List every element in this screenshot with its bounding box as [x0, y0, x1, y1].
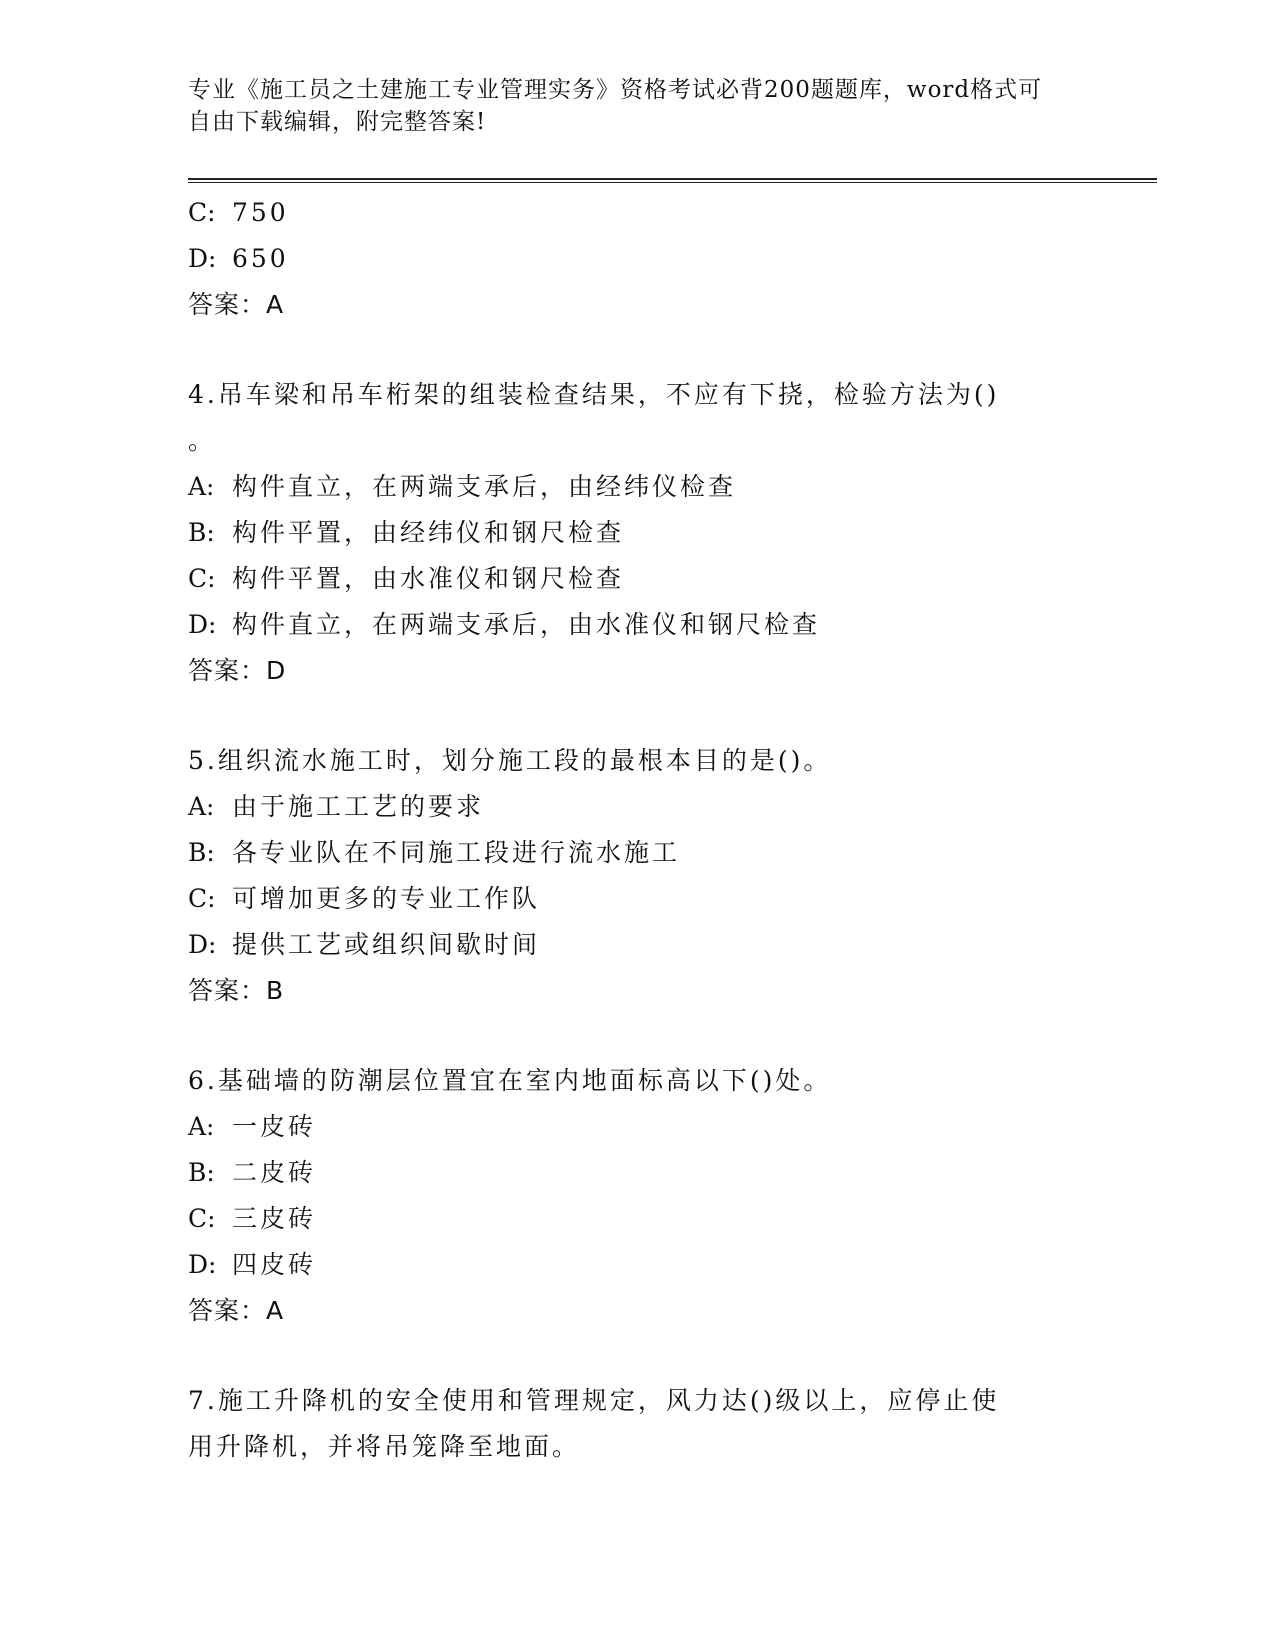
option-key: B: [188, 1158, 215, 1187]
option-d [188, 1242, 1068, 1288]
answer-line: 答案：A [188, 290, 285, 319]
page-header [188, 74, 1088, 138]
option-d [188, 602, 1068, 648]
option-text: 可增加更多的专业工作队 [232, 884, 541, 913]
answer-line: 答案：A [188, 1296, 285, 1325]
question-stem-line-2: 。 [188, 426, 217, 455]
option-key: D: [188, 610, 217, 639]
option-a [188, 464, 1068, 510]
option-d [188, 922, 1068, 968]
option-text: 三皮砖 [232, 1204, 317, 1233]
option-key: D: [188, 244, 217, 273]
option-key: B: [188, 838, 215, 867]
answer-line: 答案：B [188, 976, 285, 1005]
option-key: D: [188, 930, 217, 959]
question-7 [188, 1378, 1068, 1470]
option-text: 各专业队在不同施工段进行流水施工 [232, 838, 681, 867]
option-key: B: [188, 518, 215, 547]
header-divider [188, 178, 1157, 183]
spacer [188, 328, 1068, 372]
option-key: A: [188, 792, 215, 821]
option-a [188, 784, 1068, 830]
option-text: 四皮砖 [232, 1250, 317, 1279]
spacer [188, 1334, 1068, 1378]
question-4 [188, 372, 1068, 694]
option-c [188, 556, 1068, 602]
option-key: A: [188, 472, 215, 501]
option-key: A: [188, 1112, 215, 1141]
spacer [188, 1014, 1068, 1058]
option-b [188, 510, 1068, 556]
option-key: C: [188, 564, 216, 593]
option-key: D: [188, 1250, 217, 1279]
option-c [188, 190, 1068, 236]
option-key: C: [188, 198, 216, 227]
option-b [188, 1150, 1068, 1196]
option-key: C: [188, 1204, 216, 1233]
question-stem-line-2: 用升降机，并将吊笼降至地面。 [188, 1432, 581, 1461]
header-line-1: 专业《施工员之土建施工专业管理实务》资格考试必背200题题库，word格式可 [188, 77, 1043, 103]
question-stem-line-1: 7.施工升降机的安全使用和管理规定，风力达()级以上，应停止使 [188, 1386, 1000, 1415]
option-b [188, 830, 1068, 876]
option-text: 一皮砖 [232, 1112, 317, 1141]
option-c [188, 876, 1068, 922]
option-text: 构件平置，由经纬仪和钢尺检查 [232, 518, 625, 547]
option-text: 提供工艺或组织间歇时间 [232, 930, 541, 959]
header-line-2: 自由下载编辑，附完整答案! [188, 109, 487, 135]
question-6 [188, 1058, 1068, 1334]
option-a [188, 1104, 1068, 1150]
question-stem: 6.基础墙的防潮层位置宜在室内地面标高以下()处。 [188, 1066, 832, 1095]
question-3-tail [188, 190, 1068, 328]
question-stem-line-1: 4.吊车梁和吊车桁架的组装检查结果，不应有下挠，检验方法为() [188, 380, 1000, 409]
answer-line: 答案：D [188, 656, 287, 685]
option-text: 二皮砖 [232, 1158, 317, 1187]
option-text: 构件直立，在两端支承后，由水准仪和钢尺检查 [232, 610, 821, 639]
option-text: 由于施工工艺的要求 [232, 792, 485, 821]
question-stem: 5.组织流水施工时，划分施工段的最根本目的是()。 [188, 746, 832, 775]
option-text: 构件直立，在两端支承后，由经纬仪检查 [232, 472, 737, 501]
spacer [188, 694, 1068, 738]
option-key: C: [188, 884, 216, 913]
option-d [188, 236, 1068, 282]
option-text: 650 [232, 244, 289, 273]
question-5 [188, 738, 1068, 1014]
option-text: 构件平置，由水准仪和钢尺检查 [232, 564, 625, 593]
question-content [188, 190, 1068, 1470]
option-c [188, 1196, 1068, 1242]
option-text: 750 [232, 198, 289, 227]
